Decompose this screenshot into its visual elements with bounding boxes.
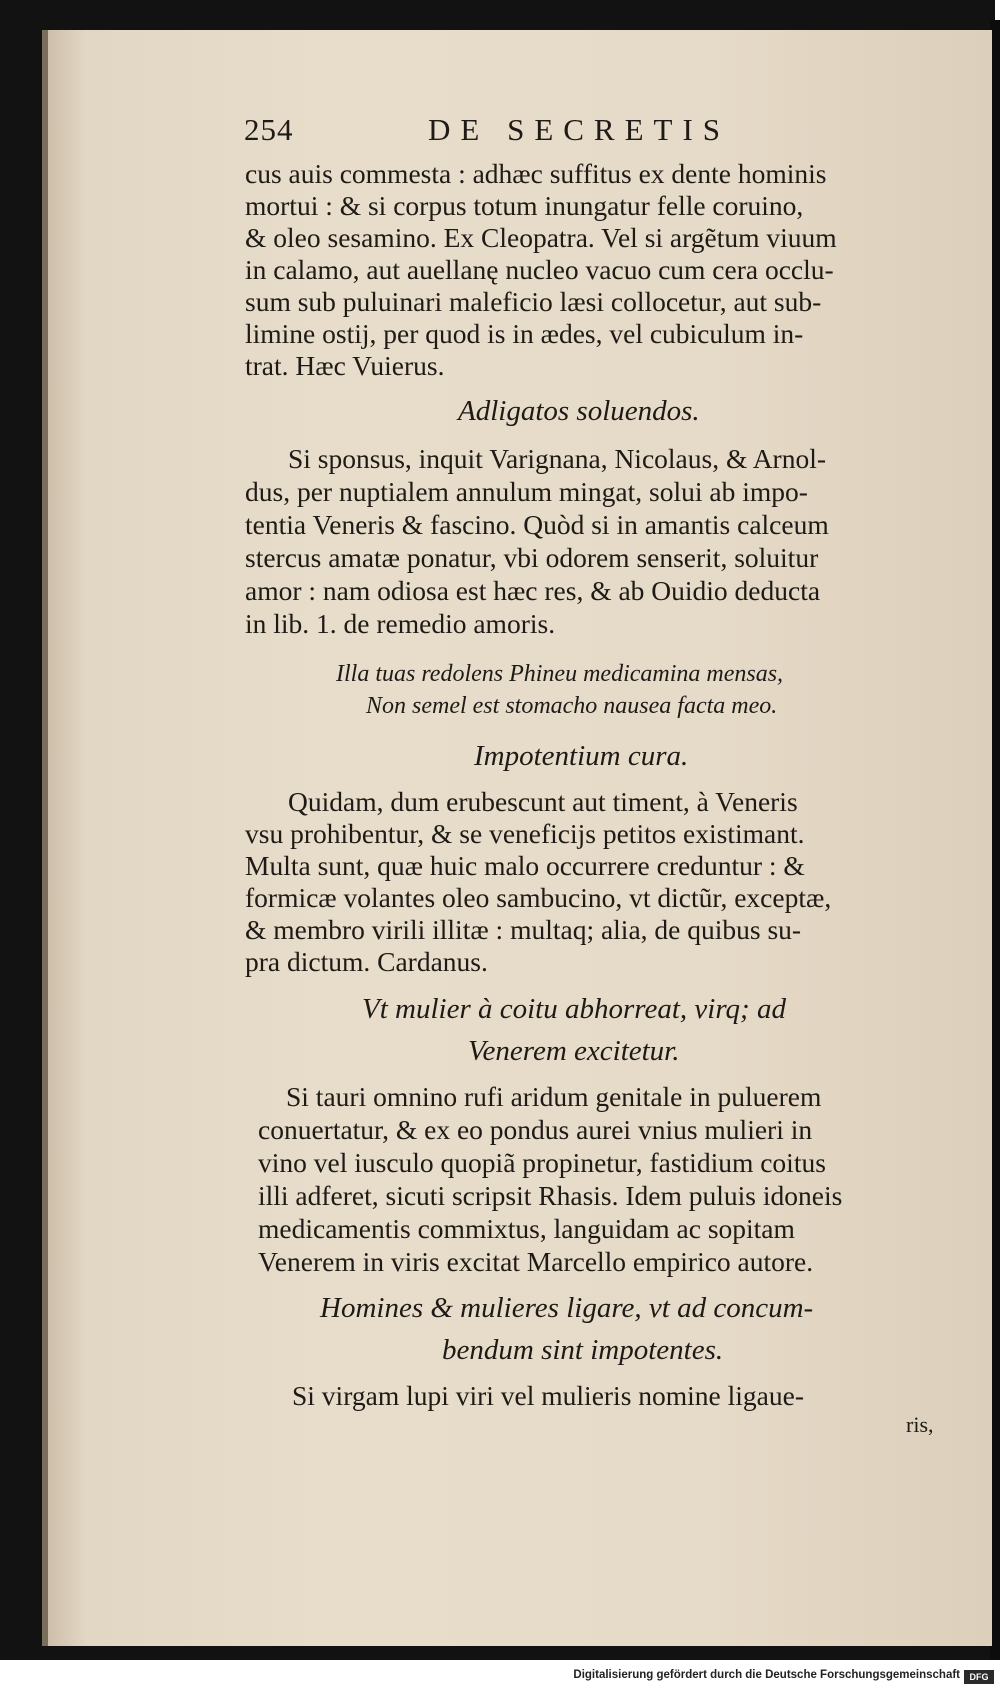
text-line: medicamentis commixtus, languidam ac sopitam: [258, 1213, 795, 1244]
section-heading: Vt mulier à coitu abhorreat, virq; ad: [362, 993, 786, 1025]
text-line: pra dictum. Cardanus.: [245, 946, 488, 977]
page-number: 254: [244, 112, 294, 147]
section-heading: Venerem excitetur.: [468, 1035, 680, 1067]
text-line: & membro virili illitæ : multaq; alia, de quibus su-: [245, 914, 802, 945]
section-heading: Adligatos soluendos.: [458, 395, 700, 427]
text-line: mortui : & si corpus totum inungatur felle coruino,: [245, 190, 804, 221]
text-line: tentia Veneris & fascino. Quòd si in amantis calceum: [245, 509, 829, 540]
text-line: & oleo sesamino. Ex Cleopatra. Vel si argẽtum viuum: [245, 222, 837, 253]
text-line: vino vel iusculo quopiã propinetur, fastidium coitus: [258, 1147, 826, 1178]
text-line: cus auis commesta : adhæc suffitus ex dente hominis: [245, 158, 827, 189]
text-line: Si tauri omnino rufi aridum genitale in puluerem: [286, 1081, 822, 1112]
section-heading: bendum sint impotentes.: [442, 1334, 724, 1366]
section-heading: Impotentium cura.: [474, 740, 689, 772]
section-heading: Homines & mulieres ligare, vt ad concum-: [320, 1292, 814, 1324]
text-line: dus, per nuptialem annulum mingat, solui ab impo-: [245, 476, 808, 507]
footer-credit: Digitalisierung gefördert durch die Deutsche Forschungsgemeinschaft: [573, 1669, 960, 1681]
text-line: Si virgam lupi viri vel mulieris nomine ligaue-: [292, 1380, 804, 1411]
text-line: trat. Hæc Vuierus.: [245, 350, 445, 381]
text-line: Si sponsus, inquit Varignana, Nicolaus, & Arnol-: [288, 443, 827, 474]
text-line: Venerem in viris excitat Marcello empirico autore.: [258, 1246, 814, 1277]
text-line: vsu prohibentur, & se veneficijs petitos existimant.: [245, 818, 805, 849]
verse-line: Illa tuas redolens Phineu medicamina mensas,: [336, 661, 784, 687]
text-line: limine ostij, per quod is in ædes, vel cubiculum in-: [245, 318, 804, 349]
text-line: amor : nam odiosa est hæc res, & ab Ouidio deducta: [245, 575, 821, 606]
verse-line: Non semel est stomacho nausea facta meo.: [366, 693, 778, 719]
dfg-logo-icon: DFG: [964, 1670, 994, 1684]
text-line: sum sub puluinari maleficio læsi collocetur, aut sub-: [245, 286, 822, 317]
text-line: in lib. 1. de remedio amoris.: [245, 608, 556, 639]
footer-bar: [0, 1668, 1000, 1687]
text-line: Quidam, dum erubescunt aut timent, à Veneris: [288, 786, 798, 817]
running-title: DE SECRETIS: [428, 112, 731, 147]
text-line: in calamo, aut auellanę nucleo vacuo cum cera occlu-: [245, 254, 834, 285]
text-line: stercus amatæ ponatur, vbi odorem senserit, soluitur: [245, 542, 819, 573]
text-line: illi adferet, sicuti scripsit Rhasis. Idem puluis idoneis: [258, 1180, 843, 1211]
text-line: conuertatur, & ex eo pondus aurei vnius mulieri in: [258, 1114, 813, 1145]
text-line: Multa sunt, quæ huic malo occurrere creduntur : &: [245, 850, 805, 881]
text-line: formicæ volantes oleo sambucino, vt dictũr, exceptæ,: [245, 882, 832, 913]
catchword: ris,: [906, 1412, 934, 1437]
